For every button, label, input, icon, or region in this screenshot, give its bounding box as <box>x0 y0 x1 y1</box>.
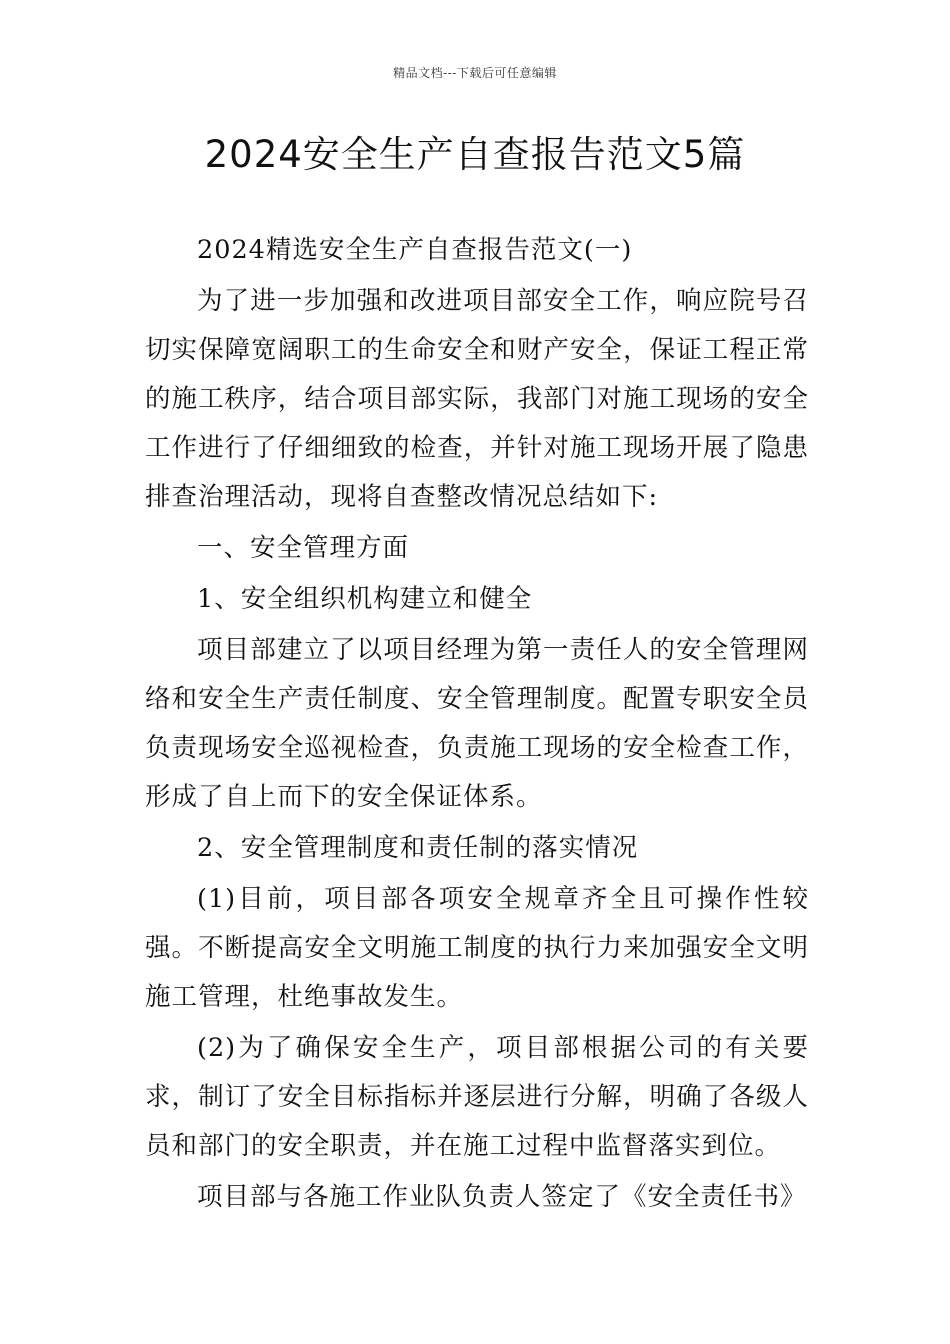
document-title: 2024安全生产自查报告范文5篇 <box>204 133 746 176</box>
section-heading: 2024精选安全生产自查报告范文(一) <box>197 235 633 265</box>
document-body <box>145 226 809 1224</box>
section-heading: 一、安全管理方面 <box>197 533 410 563</box>
body-paragraph: 项目部与各施工作业队负责人签定了《安全责任书》 <box>197 1182 807 1212</box>
subsection-heading: 1、安全组织机构建立和健全 <box>197 584 533 614</box>
body-paragraph: 为了进一步加强和改进项目部安全工作，响应院号召切实保障宽阔职工的生命安全和财产安全，保证工程正常的施工秩序，结合项目部实际，我部门对施工现场的安全工作进行了仔细细致的检查，并针对施工现场开展了隐患排查治理活动，现将自查整改情况总结如下: <box>145 286 809 512</box>
header-note: 精品文档---下载后可任意编辑 <box>393 66 557 80</box>
body-paragraph: 项目部建立了以项目经理为第一责任人的安全管理网络和安全生产责任制度、安全管理制度。配置专职安全员负责现场安全巡视检查，负责施工现场的安全检查工作，形成了自上而下的安全保证体系。 <box>145 635 809 812</box>
body-paragraph: (2)为了确保安全生产，项目部根据公司的有关要求，制订了安全目标指标并逐层进行分解，明确了各级人员和部门的安全职责，并在施工过程中监督落实到位。 <box>145 1033 809 1161</box>
body-paragraph: (1)目前，项目部各项安全规章齐全且可操作性较强。不断提高安全文明施工制度的执行力来加强安全文明施工管理，杜绝事故发生。 <box>145 884 809 1012</box>
subsection-heading: 2、安全管理制度和责任制的落实情况 <box>197 833 639 863</box>
